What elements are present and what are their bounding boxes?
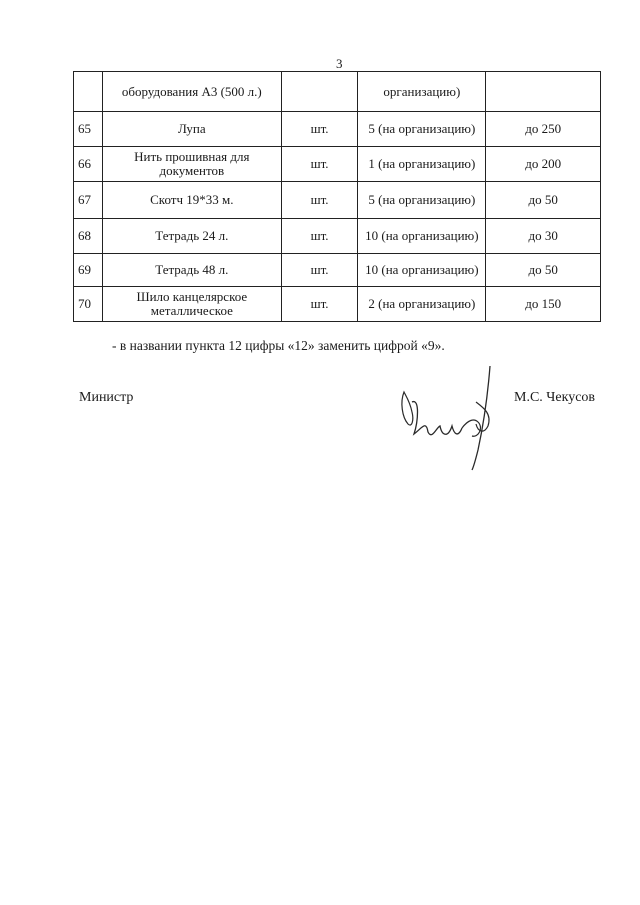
row-number: 67 bbox=[74, 182, 103, 219]
item-quantity: 10 (на организацию) bbox=[358, 219, 486, 254]
row-number: 66 bbox=[74, 147, 103, 182]
item-name: Скотч 19*33 м. bbox=[102, 182, 281, 219]
item-name: оборудования А3 (500 л.) bbox=[102, 72, 281, 112]
table-row bbox=[74, 147, 601, 182]
item-unit bbox=[281, 72, 358, 112]
table-row bbox=[74, 72, 601, 112]
amendment-note: - в названии пункта 12 цифры «12» заменить цифрой «9». bbox=[112, 338, 445, 353]
table-row bbox=[74, 182, 601, 219]
item-quantity: 5 (на организацию) bbox=[358, 182, 486, 219]
item-quantity: 2 (на организацию) bbox=[358, 287, 486, 322]
item-price: до 50 bbox=[486, 182, 601, 219]
row-number bbox=[74, 72, 103, 112]
item-unit: шт. bbox=[281, 287, 358, 322]
item-unit: шт. bbox=[281, 182, 358, 219]
item-price: до 250 bbox=[486, 112, 601, 147]
item-quantity: 10 (на организацию) bbox=[358, 254, 486, 287]
item-quantity: 5 (на организацию) bbox=[358, 112, 486, 147]
table-row bbox=[74, 112, 601, 147]
signer-position: Министр bbox=[79, 390, 134, 405]
row-number: 70 bbox=[74, 287, 103, 322]
row-number: 65 bbox=[74, 112, 103, 147]
item-name: Лупа bbox=[102, 112, 281, 147]
item-unit: шт. bbox=[281, 147, 358, 182]
item-quantity: организацию) bbox=[358, 72, 486, 112]
item-name: Тетрадь 48 л. bbox=[102, 254, 281, 287]
row-number: 69 bbox=[74, 254, 103, 287]
item-price: до 30 bbox=[486, 219, 601, 254]
page-number: 3 bbox=[336, 56, 343, 71]
item-unit: шт. bbox=[281, 112, 358, 147]
item-unit: шт. bbox=[281, 254, 358, 287]
item-price bbox=[486, 72, 601, 112]
item-name: Шило канцелярское металлическое bbox=[102, 287, 281, 322]
handwritten-signature bbox=[392, 362, 512, 472]
table-row bbox=[74, 287, 601, 322]
item-price: до 200 bbox=[486, 147, 601, 182]
item-price: до 50 bbox=[486, 254, 601, 287]
item-quantity: 1 (на организацию) bbox=[358, 147, 486, 182]
item-price: до 150 bbox=[486, 287, 601, 322]
table-row bbox=[74, 254, 601, 287]
item-name: Нить прошивная для документов bbox=[102, 147, 281, 182]
item-unit: шт. bbox=[281, 219, 358, 254]
row-number: 68 bbox=[74, 219, 103, 254]
item-name: Тетрадь 24 л. bbox=[102, 219, 281, 254]
table-row bbox=[74, 219, 601, 254]
items-table bbox=[73, 71, 601, 322]
signer-name: М.С. Чекусов bbox=[514, 390, 596, 405]
